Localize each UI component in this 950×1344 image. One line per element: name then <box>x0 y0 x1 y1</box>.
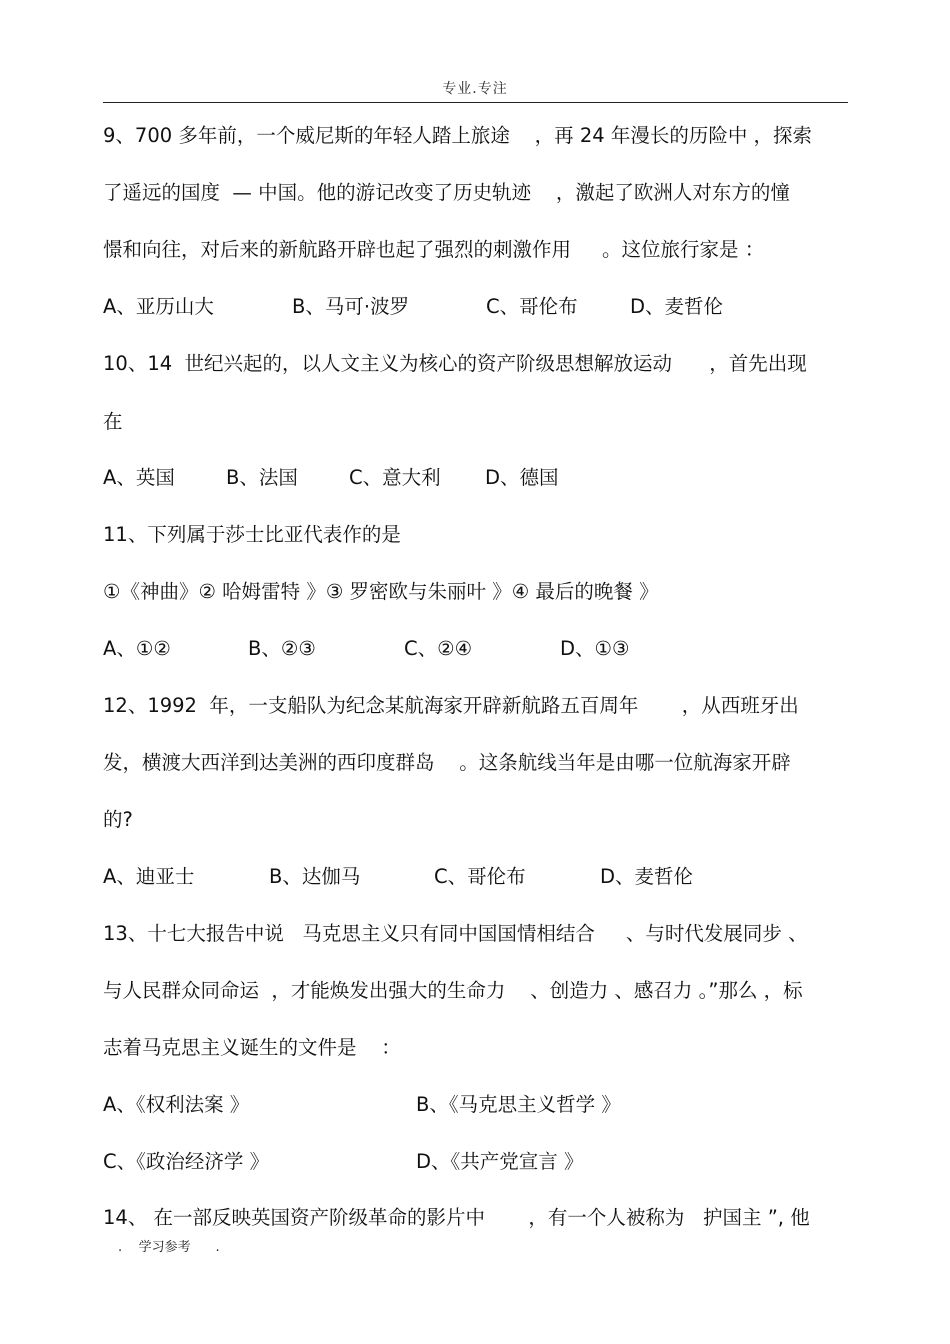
question-12-option-c: C、哥伦布 <box>434 865 526 888</box>
question-9-option-d: D、麦哲伦 <box>630 295 724 318</box>
question-11-line-1: 11、下列属于莎士比亚代表作的是 <box>103 523 401 546</box>
question-11-option-a: A、①② <box>103 637 171 660</box>
question-11-line-2: ①《神曲》② 哈姆雷特 》③ 罗密欧与朱丽叶 》④ 最后的晚餐 》 <box>103 580 659 603</box>
question-12-line-1: 12、1992 年，一支船队为纪念某航海家开辟新航路五百周年 ，从西班牙出 <box>103 694 799 717</box>
question-12-line-3: 的? <box>103 808 133 831</box>
question-12-line-2: 发，横渡大西洋到达美洲的西印度群岛 。这条航线当年是由哪一位航海家开辟 <box>103 751 791 774</box>
question-10-option-b: B、法国 <box>226 466 298 489</box>
header-divider <box>103 102 848 103</box>
question-13-option-d: D、《共产党宣言 》 <box>416 1150 584 1173</box>
page-footer: . 学习参考 . <box>118 1240 220 1255</box>
question-13-line-1: 13、十七大报告中说 马克思主义只有同中国国情相结合 、与时代发展同步 、 <box>103 922 808 945</box>
question-9-line-3: 憬和向往，对后来的新航路开辟也起了强烈的刺激作用 。这位旅行家是 ： <box>103 238 765 261</box>
question-9-line-2: 了遥远的国度 — 中国。他的游记改变了历史轨迹 ，激起了欧洲人对东方的憧 <box>103 181 790 204</box>
page-header: 专业.专注 <box>442 81 508 97</box>
question-9-option-c: C、哥伦布 <box>486 295 578 318</box>
question-9-line-1: 9、700 多年前，一个威尼斯的年轻人踏上旅途 ，再 24 年漫长的历险中 ，探索 <box>103 124 813 147</box>
question-13-line-2: 与人民群众同命运 ，才能焕发出强大的生命力 、创造力 、感召力 。”那么 ，标 <box>103 979 803 1002</box>
question-11-option-d: D、①③ <box>560 637 630 660</box>
question-13-option-c: C、《政治经济学 》 <box>103 1150 270 1173</box>
question-10-option-c: C、意大利 <box>349 466 441 489</box>
question-14-line-1: 14、 在一部反映英国资产阶级革命的影片中 ，有一个人被称为 护国主 ”, 他 <box>103 1206 810 1229</box>
question-10-option-a: A、英国 <box>103 466 175 489</box>
question-11-option-c: C、②④ <box>404 637 473 660</box>
question-10-line-1: 10、14 世纪兴起的，以人文主义为核心的资产阶级思想解放运动 ，首先出现 <box>103 352 807 375</box>
question-13-option-a: A、《权利法案 》 <box>103 1093 250 1116</box>
question-12-option-d: D、麦哲伦 <box>600 865 694 888</box>
question-11-option-b: B、②③ <box>248 637 316 660</box>
question-10-line-2: 在 <box>103 410 123 433</box>
question-12-option-a: A、迪亚士 <box>103 865 195 888</box>
question-13-option-b: B、《马克思主义哲学 》 <box>416 1093 621 1116</box>
question-9-option-a: A、亚历山大 <box>103 295 214 318</box>
question-10-option-d: D、德国 <box>485 466 559 489</box>
question-9-option-b: B、马可·波罗 <box>292 295 410 318</box>
question-13-line-3: 志着马克思主义诞生的文件是 ： <box>103 1036 401 1059</box>
question-12-option-b: B、达伽马 <box>269 865 361 888</box>
